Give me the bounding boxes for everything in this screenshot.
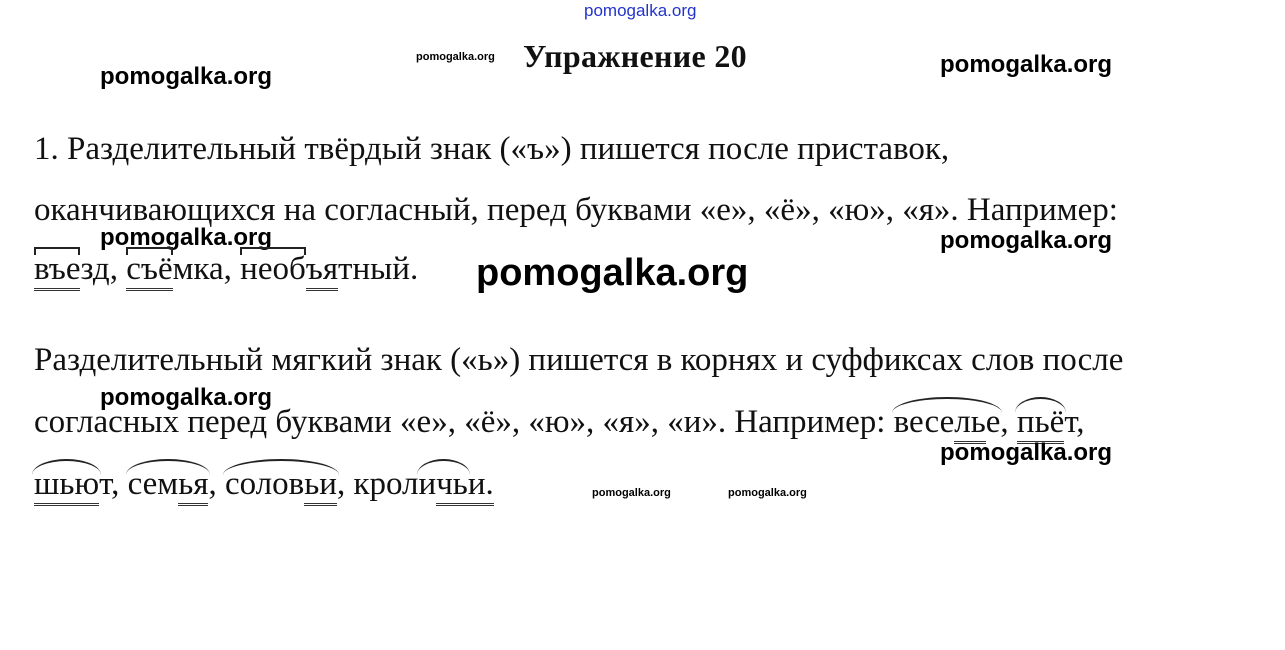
root-arc bbox=[892, 397, 1003, 413]
suffix-mark bbox=[417, 459, 470, 475]
word-part: весе bbox=[893, 404, 955, 440]
highlight: въ bbox=[34, 251, 66, 291]
rule2-line1: Разделительный мягкий знак («ь») пишется в корнях и суффиксах слов после bbox=[34, 342, 1124, 378]
prefix-mark bbox=[126, 247, 172, 255]
separator: , bbox=[109, 251, 118, 287]
root-arc bbox=[126, 459, 211, 475]
word-part: е bbox=[985, 404, 1001, 440]
highlight: ль bbox=[954, 404, 986, 444]
rule1-line1: 1. Разделительный твёрдый знак («ъ») пишется после приставок, bbox=[34, 131, 950, 167]
highlight: е bbox=[66, 251, 81, 291]
page-title: Упражнение 20 bbox=[523, 38, 747, 74]
root-arc bbox=[32, 459, 101, 475]
highlight: ь bbox=[59, 466, 74, 506]
word-part: т bbox=[99, 466, 112, 502]
highlight: ь bbox=[453, 466, 468, 506]
example-word bbox=[34, 468, 99, 501]
highlight: съ bbox=[126, 251, 158, 291]
prefix-mark bbox=[240, 247, 306, 255]
example-word bbox=[126, 253, 172, 286]
separator: , bbox=[1000, 404, 1009, 440]
watermark-label: pomogalka.org bbox=[100, 63, 273, 90]
root-arc bbox=[223, 459, 339, 475]
word-part: солов bbox=[224, 466, 305, 502]
watermark-label: pomogalka.org bbox=[940, 51, 1113, 78]
highlight: ю bbox=[74, 466, 99, 506]
watermark-label: pomogalka.org bbox=[100, 224, 273, 251]
highlight: я bbox=[323, 251, 338, 291]
word-part: тный. bbox=[338, 251, 419, 287]
highlight: я bbox=[193, 466, 208, 506]
rule2-text: согласных перед буквами «е», «ё», «ю», «я», «и». Например: bbox=[34, 404, 886, 440]
word-part: т bbox=[1064, 404, 1077, 440]
rule2-line2 bbox=[34, 406, 1085, 439]
watermark-label: pomogalka.org bbox=[592, 487, 671, 499]
word-part: необ bbox=[240, 251, 306, 287]
word-part: крол bbox=[353, 466, 419, 502]
highlight: ё bbox=[1050, 404, 1065, 444]
word-part: и bbox=[418, 466, 437, 502]
example-word bbox=[128, 468, 209, 501]
example-word bbox=[1017, 406, 1064, 439]
example-word bbox=[353, 468, 467, 501]
word-part: мка bbox=[172, 251, 224, 287]
watermark-label: pomogalka.org bbox=[100, 384, 273, 411]
highlight: п bbox=[1017, 404, 1035, 444]
highlight: ё bbox=[158, 251, 173, 291]
separator: , bbox=[1076, 404, 1085, 440]
highlight: ъ bbox=[306, 251, 323, 291]
prefix-mark bbox=[34, 247, 80, 255]
highlight: ш bbox=[34, 466, 59, 506]
rule2-examples bbox=[34, 468, 494, 501]
highlight: ч bbox=[436, 466, 453, 506]
rule1-examples bbox=[34, 253, 418, 286]
highlight: ь bbox=[304, 466, 319, 506]
word-part: сем bbox=[127, 466, 179, 502]
watermark-label: pomogalka.org bbox=[940, 227, 1113, 254]
highlight: ь bbox=[1035, 404, 1050, 444]
highlight: ь bbox=[178, 466, 193, 506]
suffix-mark-group bbox=[419, 468, 468, 501]
separator: , bbox=[336, 466, 346, 502]
example-word bbox=[34, 253, 80, 286]
example-word bbox=[225, 468, 337, 501]
watermark-label: pomogalka.org bbox=[940, 439, 1113, 466]
highlight: и. bbox=[468, 466, 494, 506]
example-word bbox=[240, 253, 306, 286]
separator: , bbox=[223, 251, 232, 287]
watermark-top: pomogalka.org bbox=[584, 1, 697, 20]
rule1-line2: оканчивающихся на согласный, перед буквами «е», «ё», «ю», «я». Например: bbox=[34, 192, 1118, 228]
watermark-label: pomogalka.org bbox=[416, 51, 495, 63]
separator: , bbox=[111, 466, 120, 502]
example-word bbox=[894, 406, 1001, 439]
word-part: зд bbox=[80, 251, 110, 287]
watermark-large: pomogalka.org bbox=[476, 252, 749, 294]
watermark-label: pomogalka.org bbox=[728, 487, 807, 499]
root-arc bbox=[1015, 397, 1066, 413]
highlight: и bbox=[319, 466, 337, 506]
separator: , bbox=[208, 466, 217, 502]
